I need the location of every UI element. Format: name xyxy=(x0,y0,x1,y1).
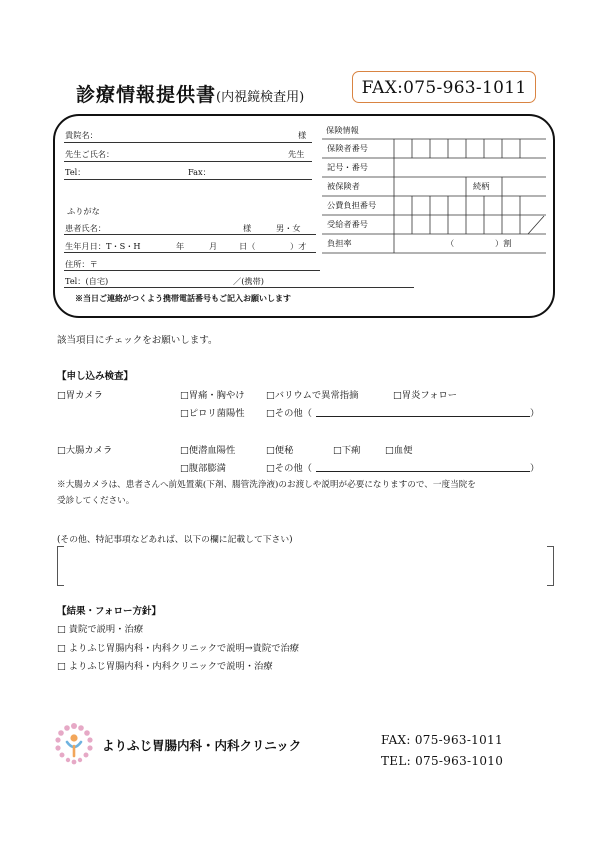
checkbox-occult-blood[interactable]: □便潜血陽性 xyxy=(180,445,236,456)
checkbox-constipation[interactable]: □便秘 xyxy=(266,445,294,456)
gastro-other-close: ） xyxy=(530,408,540,419)
checkbox-gastroscopy[interactable]: □胃カメラ xyxy=(57,390,103,401)
checkbox-barium-abnormal[interactable]: □バリウムで異常指摘 xyxy=(266,390,359,401)
contact-note: ※当日ご連絡がつくよう携帯電話番号もご記入お願いします xyxy=(75,293,291,303)
dob-year: 年 xyxy=(176,241,185,251)
checkbox-result-clinic-treat[interactable]: □ よりふじ胃腸内科・内科クリニックで説明・治療 xyxy=(57,661,273,672)
patient-tel-field-line[interactable] xyxy=(64,287,414,288)
remarks-bracket-right xyxy=(547,546,554,586)
colon-note-line1: ※大腸カメラは、患者さんへ前処置薬(下剤、腸管洗浄液)のお渡しや説明が必要になりますので、一度当院を xyxy=(57,480,476,490)
address-label: 住所：〒 xyxy=(65,259,98,269)
insurance-heading: 保険情報 xyxy=(326,125,359,135)
checkbox-pylori-positive[interactable]: □ピロリ菌陽性 xyxy=(180,408,245,419)
insurance-table xyxy=(322,138,546,254)
tel-fax-field-line[interactable] xyxy=(64,179,312,180)
checkbox-colon-other[interactable]: □その他（ xyxy=(266,463,312,474)
insurance-row-insurer-number: 保険者番号 xyxy=(327,143,368,153)
age-suffix: ）才 xyxy=(290,241,307,251)
footer-fax: FAX: 075-963-1011 xyxy=(381,733,503,747)
hospital-suffix: 様 xyxy=(298,130,307,140)
colon-other-close: ） xyxy=(530,463,540,474)
insurance-row-burden-rate: 負担率 xyxy=(327,238,352,248)
patient-mobile-label: ／(携帯) xyxy=(233,276,264,286)
remarks-label: (その他、特記事項などあれば、以下の欄に記載して下さい) xyxy=(57,535,293,545)
address-field-line[interactable] xyxy=(64,270,320,271)
insurance-row-public-number: 公費負担番号 xyxy=(327,200,377,210)
doctor-suffix: 先生 xyxy=(288,149,305,159)
furigana-label: ふりがな xyxy=(67,206,100,216)
title-sub-text: (内視鏡検査用) xyxy=(216,90,305,105)
checkbox-result-clinic-explain-hospital-treat[interactable]: □ よりふじ胃腸内科・内科クリニックで説明→貴院で治療 xyxy=(57,643,300,654)
gastro-other-input[interactable] xyxy=(316,416,530,417)
footer-clinic-name: よりふじ胃腸内科・内科クリニック xyxy=(102,738,302,753)
dob-month: 月 xyxy=(209,241,218,251)
gender-options[interactable]: 男・女 xyxy=(276,223,301,233)
dob-day: 日（ xyxy=(239,241,256,251)
checkbox-colonoscopy[interactable]: □大腸カメラ xyxy=(57,445,113,456)
checkbox-gastro-other[interactable]: □その他（ xyxy=(266,408,312,419)
dob-field-line[interactable] xyxy=(64,252,316,253)
colon-other-input[interactable] xyxy=(316,471,530,472)
hospital-label: 貴院名： xyxy=(65,130,98,140)
footer-tel: TEL: 075-963-1010 xyxy=(381,754,504,768)
patient-tel-label: Tel：(自宅) xyxy=(65,276,109,286)
insurance-row-recipient-number: 受給者番号 xyxy=(327,219,368,229)
title-main-text: 診療情報提供書 xyxy=(76,84,217,106)
checkbox-gastritis-follow[interactable]: □胃炎フォロー xyxy=(393,390,458,401)
checkbox-bloody-stool[interactable]: □血便 xyxy=(385,445,413,456)
results-section-heading: 【結果・フォロー方針】 xyxy=(57,606,162,617)
header-fax-box: FAX:075-963-1011 xyxy=(352,71,536,103)
instruction-text: 該当項目にチェックをお願いします。 xyxy=(57,335,218,346)
document-title xyxy=(76,80,304,107)
patient-name-label: 患者氏名： xyxy=(65,223,106,233)
checkbox-diarrhea[interactable]: □下痢 xyxy=(333,445,361,456)
burden-rate-open: （ xyxy=(446,238,455,248)
request-section-heading: 【申し込み検査】 xyxy=(57,371,134,382)
fax-label: Fax： xyxy=(188,167,211,177)
checkbox-result-hospital-treat[interactable]: □ 貴院で説明・治療 xyxy=(57,624,144,635)
patient-name-suffix: 様 xyxy=(243,223,252,233)
remarks-bracket-left xyxy=(57,546,64,586)
clinic-logo xyxy=(50,722,98,768)
checkbox-stomach-pain[interactable]: □胃痛・胸やけ xyxy=(180,390,245,401)
tel-label: Tel： xyxy=(65,167,86,177)
doctor-label: 先生ご氏名： xyxy=(65,149,115,159)
patient-name-field-line[interactable] xyxy=(64,234,316,235)
checkbox-abdominal-distension[interactable]: □腹部膨満 xyxy=(180,463,226,474)
colon-note-line2: 受診してください。 xyxy=(57,496,135,506)
remarks-input-area[interactable] xyxy=(66,548,544,582)
insurance-row-insured: 被保険者 xyxy=(327,181,360,191)
doctor-field-line[interactable] xyxy=(64,161,312,162)
insurance-relation-label: 続柄 xyxy=(473,181,490,191)
dob-label: 生年月日：T・S・H xyxy=(65,241,141,251)
insurance-row-symbol-number: 記号・番号 xyxy=(327,162,368,172)
burden-rate-close: ）割 xyxy=(495,238,512,248)
hospital-field-line[interactable] xyxy=(64,142,312,143)
